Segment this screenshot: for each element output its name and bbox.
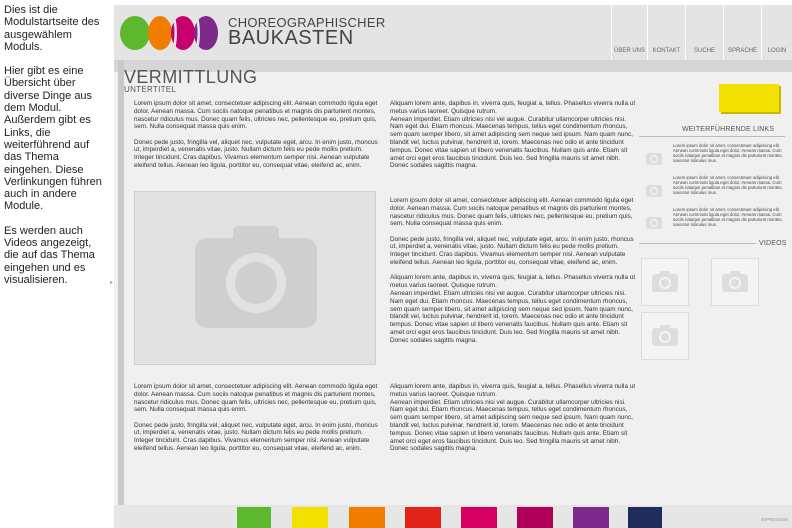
paragraph: Aliquam lorem ante, dapibus in, viverra quis, feugiat a, tellus. Phasellus viverra nulla ut metus varius laoreet. Quisque rutrum. [390,274,636,290]
brand-line-1: CHOREOGRAPHISCHER [228,15,386,30]
nav-login[interactable]: LOGIN [761,5,792,60]
link-text: Lorem ipsum dolor sit amet, consectetuer adipiscing elit. Aenean commodo ligula eget dolor. Aenean massa. Cum sociis natoque penatibus et magnis dis parturient montes, nascetur ridiculus mus. [673,207,783,227]
camera-icon [645,181,663,199]
camera-icon [642,259,688,305]
paragraph: Aliquam lorem ante, dapibus in, viverra quis, feugiat a, tellus. Phasellus viverra nulla ut metus varius laoreet. Quisque rutrum. [390,100,636,115]
nav-suche[interactable]: SUCHE [685,5,723,60]
page-title: VERMITTLUNG [124,67,258,87]
brand-line-2: BAUKASTEN [228,27,354,49]
footer-bar [114,505,792,528]
nav-sprache[interactable]: SPRACHE [723,5,761,60]
video-thumbnail[interactable] [641,258,689,306]
links-heading: WEITERFÜHRENDE LINKS [682,126,775,133]
annotation-text [4,4,108,298]
video-thumbnail[interactable] [641,312,689,360]
camera-icon [645,213,663,231]
text-block [390,197,636,352]
nav-kontakt[interactable]: KONTAKT [647,5,685,60]
text-block [134,383,378,460]
module-swatch-yellow[interactable] [292,507,328,528]
module-swatch-pink[interactable] [461,507,497,528]
paragraph: Donec pede justo, fringilla vel, aliquet nec, vulputate eget, arcu. In enim justo, rhoncus ut, imperdiet a, venenatis vitae, justo. Nullam dictum felis eu pede mollis pretium. Integer tincidunt. Cras dapibus. Vivamus elementum semper nisi. Aenean vulputate eleifend tellus. Aenean leo ligula, porttitor eu, consequat vitae, eleifend ac, enim. [134,421,378,453]
module-swatch-green[interactable] [237,507,271,528]
text-block [134,100,378,177]
related-link[interactable] [641,175,787,205]
app-frame [110,5,792,505]
paragraph: Aenean imperdiet. Etiam ultricies nisi vel augue. Curabitur ullamcorper ultricies nisi. Nam eget dui. Etiam rhoncus. Maecenas tempus, tellus eget condimentum rhoncus, sem quam semper libero, sit amet adipiscing sem neque sed ipsum. Nam quam nunc, blandit vel, luctus pulvinar, hendrerit id, lorem. Maecenas nec odio et ante tincidunt tempus. Donec vitae sapien ut libero venenatis faucibus. Nullam quis ante. Etiam sit amet orci eget eros faucibus tincidunt. Duis leo. Sed fringilla mauris sit amet nibh. Donec sodales sagittis magna. [390,289,633,344]
module-swatch-magenta[interactable] [517,507,553,528]
camera-icon [642,313,688,359]
module-swatch-navy[interactable] [628,507,662,528]
annotation-paragraph: Hier gibt es eine Übersicht über diverse Dinge aus dem Modul. Außerdem gibt es Links, die weiterführend auf das Thema eingehen. Diese Verlinkungen führen auch in andere Module. [4,65,102,213]
impressum-link[interactable]: IMPRESSUM [760,517,788,522]
camera-icon [135,192,377,366]
link-text: Lorem ipsum dolor sit amet, consectetuer adipiscing elit. Aenean commodo ligula eget dolor. Aenean massa. Cum sociis natoque penatibus et magnis dis parturient montes, nascetur ridiculus mus. [673,175,783,195]
module-swatch-red[interactable] [405,507,441,528]
videos-heading: VIDEOS [756,240,787,247]
paragraph: Lorem ipsum dolor sit amet, consectetuer adipiscing elit. Aenean commodo ligula eget dolor. Aenean massa. Cum sociis natoque penatibus et magnis dis parturient montes, nascetur ridiculus mus. Donec quam felis, ultricies nec, pellentesque eu, pretium quis, sem. Nulla consequat massa quis enim. [390,197,634,228]
camera-icon [645,149,663,167]
paragraph: Lorem ipsum dolor sit amet, consectetuer adipiscing elit. Aenean commodo ligula eget dolor. Aenean massa. Cum sociis natoque penatibus et magnis dis parturient montes, nascetur ridiculus mus. Donec quam felis, ultricies nec, pellentesque eu, pretium quis, sem. Nulla consequat massa quis enim. [134,383,378,414]
paragraph: Aenean imperdiet. Etiam ultricies nisi vel augue. Curabitur ullamcorper ultricies nisi. Nam eget dui. Etiam rhoncus. Maecenas tempus, tellus eget condimentum rhoncus, sem quam semper libero, sit amet adipiscing sem neque sed ipsum. Nam quam nunc, blandit vel, luctus pulvinar, hendrerit id, lorem. Maecenas nec odio et ante tincidunt tempus. Donec vitae sapien ut libero venenatis faucibus. Nullam quis ante. Etiam sit amet orci eget eros faucibus tincidunt. Duis leo. Sed fringilla mauris sit amet nibh. Donec sodales sagittis magna. [390,115,633,170]
text-block [390,100,636,178]
paragraph: Aliquam lorem ante, dapibus in, viverra quis, feugiat a, tellus. Phasellus viverra nulla ut metus varius laoreet. Quisque rutrum. [390,383,636,398]
video-thumbnail[interactable] [711,258,759,306]
paragraph: Lorem ipsum dolor sit amet, consectetuer adipiscing elit. Aenean commodo ligula eget dolor. Aenean massa. Cum sociis natoque penatibus et magnis dis parturient montes, nascetur ridiculus mus. Donec quam felis, ultricies nec, pellentesque eu, pretium quis, sem. Nulla consequat massa quis enim. [134,100,378,131]
related-link[interactable] [641,207,787,237]
expand-arrow-icon[interactable]: ▸ [110,280,114,286]
page-subtitle: UNTERTITEL [124,85,177,94]
image-placeholder[interactable] [134,191,376,365]
module-swatch-orange[interactable] [349,507,385,528]
camera-icon [712,259,758,305]
link-text: Lorem ipsum dolor sit amet, consectetuer adipiscing elit. Aenean commodo ligula eget dolor. Aenean massa. Cum sociis natoque penatibus et magnis dis parturient montes, nascetur ridiculus mus. [673,143,783,163]
paragraph: Donec pede justo, fringilla vel, aliquet nec, vulputate eget, arcu. In enim justo, rhoncus ut, imperdiet a, venenatis vitae, justo. Nullam dictum felis eu pede mollis pretium. Integer tincidunt. Cras dapibus. Vivamus elementum semper nisi. Aenean vulputate eleifend tellus. Aenean leo ligula, porttitor eu, consequat vitae, eleifend ac, enim. [390,235,634,267]
nav-ueber-uns[interactable]: ÜBER UNS [611,5,647,60]
highlight-box[interactable] [719,84,779,112]
text-block [390,383,636,461]
left-scroll-bar[interactable] [118,60,124,505]
paragraph: Aenean imperdiet. Etiam ultricies nisi vel augue. Curabitur ullamcorper ultricies nisi. Nam eget dui. Etiam rhoncus. Maecenas tempus, tellus eget condimentum rhoncus, sem quam semper libero, sit amet adipiscing sem neque sed ipsum. Nam quam nunc, blandit vel, luctus pulvinar, hendrerit id, lorem. Maecenas nec odio et ante tincidunt tempus. Donec vitae sapien ut libero venenatis faucibus. Nullam quis ante. Etiam sit amet orci eget eros faucibus tincidunt. Duis leo. Sed fringilla mauris sit amet nibh. Donec sodales sagittis magna. [390,398,633,453]
annotation-paragraph: Es werden auch Videos angezeigt, die auf das Thema eingehen und es visualisieren. [4,224,95,286]
logo-icon[interactable] [120,14,220,52]
related-link[interactable] [641,143,787,173]
annotation-paragraph: Dies ist die Modulstartseite des ausgewählem Moduls. [4,4,100,53]
paragraph: Donec pede justo, fringilla vel, aliquet nec, vulputate eget, arcu. In enim justo, rhoncus ut, imperdiet a, venenatis vitae, justo. Nullam dictum felis eu pede mollis pretium. Integer tincidunt. Cras dapibus. Vivamus elementum semper nisi. Aenean vulputate eleifend tellus. Aenean leo ligula, porttitor eu, consequat vitae, eleifend ac, enim. [134,138,378,170]
module-swatch-purple[interactable] [573,507,609,528]
divider [639,136,785,137]
header [114,5,792,60]
